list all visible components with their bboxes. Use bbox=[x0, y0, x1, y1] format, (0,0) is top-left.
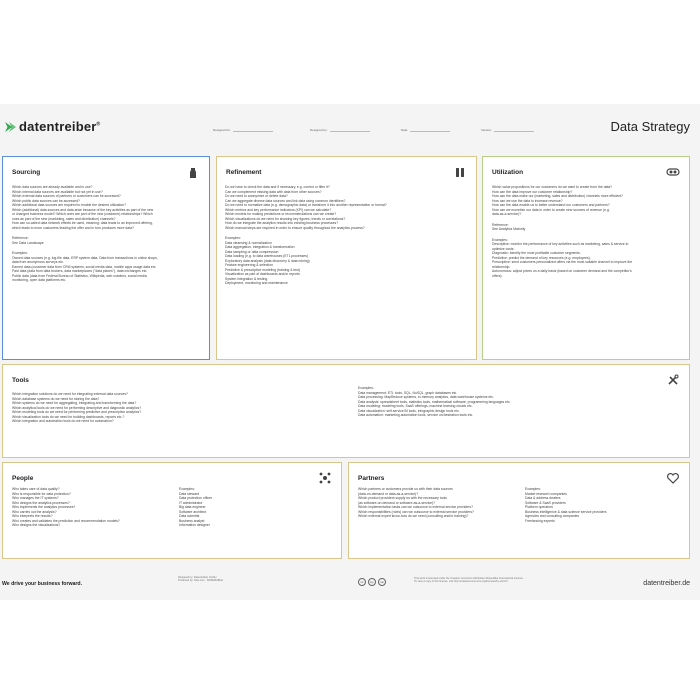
text-line: Data & address dealers bbox=[525, 496, 561, 500]
people-examples-label: Examples: bbox=[179, 487, 195, 491]
text-line: Data modeling: modeling tools, SaaS offerings, machine learning clouds etc. bbox=[358, 404, 473, 408]
text-line: Data steward bbox=[179, 491, 199, 496]
text-line: data-as-a-service)? bbox=[492, 212, 522, 216]
text-line: Which implementation tasks can we outsource to external service providers? bbox=[358, 505, 473, 509]
text-line: Data sampling or data compression bbox=[225, 249, 279, 254]
partners-examples-label: Examples: bbox=[525, 487, 541, 491]
sourcing-examples bbox=[12, 256, 158, 283]
text-line: Which value propositions for our customers do we want to create from the data? bbox=[492, 185, 613, 189]
text-line: Market research companies bbox=[525, 491, 567, 496]
text-line: Which external expert know-how do we need (consulting and/or training)? bbox=[358, 514, 469, 518]
tools-questions bbox=[12, 392, 141, 424]
footer-url[interactable]: datentreiber.de bbox=[643, 580, 690, 587]
text-line: Who creates and validates the prediction and recommendation models? bbox=[12, 518, 120, 523]
text-line: Do we need to anonymize or delete data? bbox=[225, 194, 288, 198]
text-line: How can the data improve our customer relationship? bbox=[492, 189, 573, 194]
logo-arrow-icon bbox=[3, 120, 17, 134]
partners-examples bbox=[525, 492, 606, 524]
utilization-reference-label: Reference: bbox=[492, 222, 509, 227]
by-icon: by bbox=[368, 578, 376, 586]
text-line: Information designer bbox=[179, 523, 210, 527]
utilization-reference: See Analytics Maturity bbox=[492, 227, 526, 231]
people-questions bbox=[12, 487, 120, 528]
text-line: Which visualization tools do we need for building dashboards, reports etc.? bbox=[12, 414, 125, 419]
text-line: relationship. bbox=[492, 264, 511, 269]
footer-license-line: To view a copy of this license, visit http://creativecommons.org/licenses/by-sa/4.0/ bbox=[414, 580, 508, 584]
text-line: Business intelligence & data science service providers bbox=[525, 509, 607, 514]
text-line: Which systems do we need for aggregating, integrating and transforming the data? bbox=[12, 401, 137, 405]
text-line: Owned data sources (e.g. log-file data, ERP system data, Data from transactions in online shops, bbox=[12, 255, 158, 260]
cylinder-icon bbox=[186, 165, 200, 179]
text-line: Data loading (e.g. to data warehouses (ETL processes) bbox=[225, 254, 308, 258]
refinement-title: Refinement bbox=[226, 169, 262, 176]
text-line: Who designs the analytics processes? bbox=[12, 500, 70, 505]
text-line: (as software-on-demand or software-as-a-service)? bbox=[358, 500, 436, 505]
utilization-content bbox=[492, 185, 632, 278]
text-line: How can we monetize our data in order to create new sources of revenue (e.g. bbox=[492, 207, 610, 212]
cc-icon: cc bbox=[358, 578, 366, 586]
text-line: Who designs the visualizations? bbox=[12, 523, 61, 527]
text-line: Which database systems do we need for storing the data? bbox=[12, 396, 100, 401]
text-line: Autonomous: adjust prices on a daily basis (based on customer demand and the competitor's bbox=[492, 269, 632, 273]
tools-examples-label: Examples: bbox=[358, 386, 374, 390]
text-line: How can so-called data network effects be used, meaning: data leads to an improved offering, bbox=[12, 221, 153, 225]
text-line: Which modeling tools do we need for performing predictive and prescriptive analytics? bbox=[12, 410, 142, 414]
text-line: Predictive: predict the demand of key resources (e.g. employees). bbox=[492, 255, 591, 260]
text-line: Data protection officer bbox=[179, 496, 213, 500]
refinement-panel[interactable] bbox=[216, 156, 477, 360]
utilization-panel[interactable] bbox=[482, 156, 690, 360]
text-line: Which internal data sources are available but not yet in use? bbox=[12, 189, 103, 194]
sa-icon: sa bbox=[378, 578, 386, 586]
text-line: Data visualization: self-service BI tools, infographic design tools etc. bbox=[358, 408, 460, 413]
heart-hands-icon bbox=[666, 471, 680, 485]
text-line: Which models for making predictions or recommendations can we create? bbox=[225, 212, 337, 216]
people-examples-block bbox=[179, 487, 212, 528]
text-line: Which external data sources of partners or customers can be accessed? bbox=[12, 194, 121, 198]
refinement-content bbox=[225, 185, 387, 286]
text-line: which leads to more customers leading the offer and in turn produces more data? bbox=[12, 225, 134, 230]
sourcing-questions bbox=[12, 185, 158, 230]
text-line: (data-on-demand or data-as-a-service)? bbox=[358, 491, 419, 496]
text-line: Which product providers supply us with the necessary tools bbox=[358, 496, 447, 500]
text-line: Can we complement missing data with data from other sources? bbox=[225, 189, 322, 194]
text-line: Visualization as part of dashboards and/or reports bbox=[225, 272, 300, 276]
text-line: Software architect bbox=[179, 509, 207, 514]
utilization-examples-label: Examples: bbox=[492, 237, 508, 242]
brand-name: datentreiber® bbox=[19, 119, 101, 134]
partners-questions bbox=[358, 487, 474, 519]
text-line: System integration & testing bbox=[225, 276, 268, 281]
text-line: How can we use the data to increase revenue? bbox=[492, 198, 563, 203]
footer-slogan: We drive your business forward. bbox=[2, 581, 83, 587]
page-title: Data Strategy bbox=[610, 119, 690, 134]
footer-credit-line: Designed by: Datentreiber GmbH bbox=[178, 576, 217, 579]
partners-panel[interactable] bbox=[348, 462, 690, 559]
footer-license bbox=[414, 577, 524, 584]
tools-panel[interactable] bbox=[2, 364, 690, 458]
refinement-examples bbox=[225, 241, 387, 286]
tools-title: Tools bbox=[12, 377, 29, 384]
text-line: Public data (data from Federal Bureau of Statistics, Wikipedia, web crawlers, social media bbox=[12, 273, 147, 278]
text-line: How can the data make our (marketing, sales and distribution) channels more efficient? bbox=[492, 194, 623, 198]
sourcing-reference-label: Reference: bbox=[12, 236, 29, 240]
footer-license-line: This work is licensed under the Creative Commons Attribution-ShareAlike International License. bbox=[414, 577, 524, 580]
text-line: Prescriptive: send customers personalized offers via the most suitable channel to improve the bbox=[492, 260, 633, 264]
people-examples bbox=[179, 492, 212, 528]
text-line: Earned data (customer data from CRM systems, social media data, mobile apps usage data etc. bbox=[12, 264, 157, 269]
refinement-questions bbox=[225, 185, 387, 230]
text-line: Which additional data sources are required to enable the desired utilization? bbox=[12, 203, 127, 207]
utilization-examples bbox=[492, 242, 632, 278]
text-line: Which analytical tools do we need for performing descriptive and diagnostic analytics? bbox=[12, 405, 142, 410]
text-line: Which (additional) data sources and data arise because of the key activities as part of the new bbox=[12, 207, 154, 212]
text-line: Predictive & prescriptive modeling (training & test) bbox=[225, 267, 301, 272]
text-line: monitoring, open data platforms etc. bbox=[12, 278, 67, 282]
text-line: Feature engineering & selection bbox=[225, 263, 273, 267]
text-line: optimize costs. bbox=[492, 246, 515, 251]
partners-examples-block bbox=[525, 487, 606, 523]
date-field[interactable]: Date: bbox=[401, 128, 450, 132]
text-line: Deployment, monitoring and maintenance bbox=[225, 281, 288, 285]
people-network-icon bbox=[318, 471, 332, 485]
text-line: Diagnostic: identify the most profitable customer segments. bbox=[492, 251, 581, 255]
text-line: Descriptive: monitor the performance of key activities such as marketing, sales & service to bbox=[492, 242, 629, 246]
people-title: People bbox=[12, 475, 34, 482]
text-line: Software & SaaS providers bbox=[525, 500, 566, 505]
sourcing-content bbox=[12, 185, 158, 283]
text-line: data from anonymous surveys etc. bbox=[12, 260, 64, 264]
text-line: ones as part of the new (marketing, sales and distribution) channels? bbox=[12, 216, 116, 221]
text-line: Exploratory data analysis (data discovery & data mining) bbox=[225, 258, 310, 263]
footer-credit-line: Produced by: bdrp.com · BDSDRABLE bbox=[178, 579, 223, 583]
sourcing-panel[interactable] bbox=[2, 156, 210, 360]
text-line: Data automation: marketing automation tools, service orchestration tools etc. bbox=[358, 413, 474, 417]
text-line: Which metrics and key performance indicators (KPI) can we calculate? bbox=[225, 207, 332, 212]
text-line: Which responsibilities (roles) can we outsource to external service providers? bbox=[358, 509, 474, 514]
sourcing-title: Sourcing bbox=[12, 169, 41, 176]
text-line: Who takes care of data quality? bbox=[12, 487, 60, 491]
tools-icon bbox=[666, 373, 680, 387]
text-line: Who is responsible for data protection? bbox=[12, 491, 71, 496]
text-line: Which visualizations do we need for showing key figures, trends or correlations? bbox=[225, 216, 346, 221]
text-line: or changed business model? Which ones are part of the new (customer) relationships? Which bbox=[12, 212, 153, 216]
text-line: Data cleansing & normalization bbox=[225, 240, 272, 245]
text-line: Business analyst bbox=[179, 518, 205, 523]
text-line: Who manages the IT systems? bbox=[12, 496, 59, 500]
text-line: Which data sources are already available and in use? bbox=[12, 185, 93, 189]
storage-icon bbox=[453, 165, 467, 179]
text-line: Which integration solutions do we need for integrating external data sources? bbox=[12, 392, 128, 396]
partners-title: Partners bbox=[358, 475, 385, 482]
utilization-questions bbox=[492, 185, 632, 217]
footer-credit bbox=[178, 576, 223, 583]
tools-examples bbox=[358, 391, 511, 418]
text-line: How do we integrate the analytics results into existing business processes? bbox=[225, 221, 339, 225]
text-line: Paid data (data from data brokers, data marketplaces ("data places"), data exchanges etc. bbox=[12, 269, 148, 273]
designed-for-field[interactable]: Designed for: bbox=[213, 128, 273, 132]
text-line: offers). bbox=[492, 273, 503, 278]
utilization-title: Utilization bbox=[492, 169, 524, 176]
tools-examples-block bbox=[358, 386, 511, 418]
cc-license-badges[interactable] bbox=[358, 578, 386, 586]
text-line: Do we need to normalize data (e.g. demographic data) or transform it into another representation or format? bbox=[225, 203, 387, 207]
text-line: How can the data enable us to better understand our customers and partners? bbox=[492, 203, 610, 207]
text-line: Who interprets the results? bbox=[12, 514, 53, 518]
text-line: Who carries out the analysis? bbox=[12, 509, 57, 514]
text-line: Which integration and automation tools do we need for automation? bbox=[12, 419, 114, 423]
text-line: Data management: ETL tools, SQL, NoSQL, graph databases etc. bbox=[358, 390, 458, 395]
text-line: Can we aggregate diverse data sources and link data using common identifiers? bbox=[225, 198, 346, 203]
text-line: Freelancing experts bbox=[525, 518, 555, 523]
text-line: Do we have to check the data and if necessary, e.g. correct or filter it? bbox=[225, 185, 330, 189]
version-field[interactable]: Version: bbox=[481, 128, 534, 132]
text-line: Data analysis: spreadsheet tools, statistics tools, mathematical software, programming languages etc. bbox=[358, 399, 511, 404]
text-line: Agencies and consulting companies bbox=[525, 514, 580, 518]
text-line: Platform operators bbox=[525, 505, 553, 509]
text-line: IT administrator bbox=[179, 500, 203, 505]
text-line: Who implements the analytics processes? bbox=[12, 505, 76, 509]
text-line: Which manual steps are required in order to ensure quality throughout the analytics process? bbox=[225, 225, 365, 230]
refinement-examples-label: Examples: bbox=[225, 236, 241, 240]
text-line: Which partners or customers provide us with their data sources bbox=[358, 487, 453, 491]
text-line: Data scientist bbox=[179, 514, 200, 518]
text-line: Which public data sources can be accessed? bbox=[12, 198, 80, 203]
text-line: Big data engineer bbox=[179, 505, 206, 509]
brand-logo bbox=[3, 119, 100, 134]
text-line: Data aggregation, integration & transformation bbox=[225, 245, 295, 249]
designed-by-field[interactable]: Designed by: bbox=[310, 128, 370, 132]
handshake-icon bbox=[666, 165, 680, 179]
text-line: Data processing: MapReduce systems, in-memory analytics, data warehouse systems etc. bbox=[358, 395, 494, 399]
sourcing-reference: See Data Landscape bbox=[12, 240, 44, 245]
sourcing-examples-label: Examples: bbox=[12, 251, 28, 255]
people-panel[interactable] bbox=[2, 462, 342, 559]
